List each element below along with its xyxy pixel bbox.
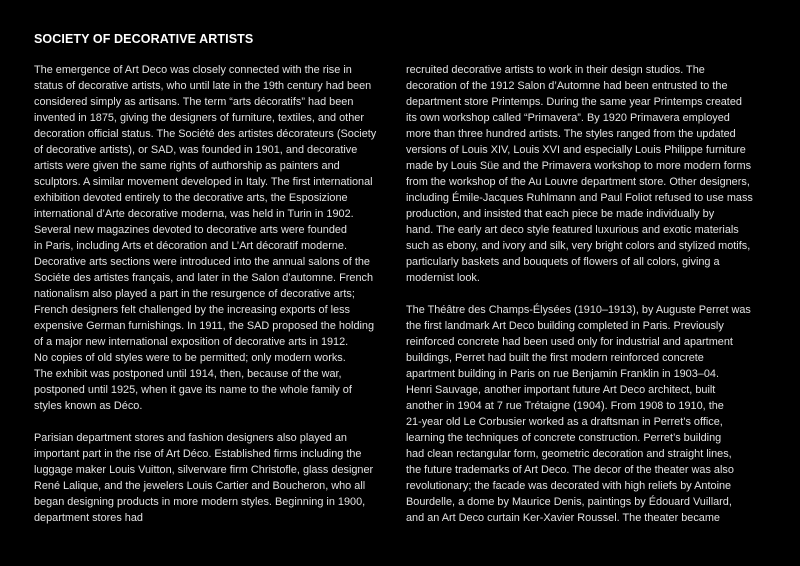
text-line: particularly baskets and bouquets of flowers of all colors, giving a [406, 256, 720, 268]
text-line: including Émile-Jacques Ruhlmann and Paul Foliot refused to use mass [406, 192, 753, 204]
right-paragraph-1 [406, 62, 753, 286]
text-line: began designing products in more modern styles. Beginning in 1900, [34, 496, 366, 508]
text-line: The exhibit was postponed until 1914, then, because of the war, [34, 368, 342, 380]
text-line: another in 1904 at 7 rue Trétaigne (1904). From 1908 to 1910, the [406, 400, 724, 412]
text-line: postponed until 1925, when it gave its name to the whole family of [34, 384, 352, 396]
text-line: Decorative arts sections were introduced into the annual salons of the [34, 256, 370, 268]
text-line: luggage maker Louis Vuitton, silverware firm Christofle, glass designer [34, 464, 374, 476]
text-line: No copies of old styles were to be permitted; only modern works. [34, 352, 346, 364]
text-line: learning the techniques of concrete construction. Perret’s building [406, 432, 722, 444]
right-paragraph-2 [406, 302, 751, 526]
text-line: buildings, Perret had built the first modern reinforced concrete [406, 352, 704, 364]
text-line: made by Louis Süe and the Primavera workshop to more modern forms [406, 160, 752, 172]
text-line: more than three hundred artists. The styles ranged from the updated [406, 128, 736, 140]
text-line: 21-year old Le Corbusier worked as a draftsman in Perret’s office, [406, 416, 723, 428]
text-line: hand. The early art deco style featured luxurious and exotic materials [406, 224, 739, 236]
text-line: nationalism also played a part in the resurgence of decorative arts; [34, 288, 355, 300]
text-line: Henri Sauvage, another important future Art Deco architect, built [406, 384, 716, 396]
text-line: decoration official status. The Société des artistes décorateurs (Society [34, 128, 377, 140]
text-line: of a major new international exposition of decorative arts in 1912. [34, 336, 349, 348]
text-line: important part in the rise of Art Déco. Established firms including the [34, 448, 362, 460]
text-line: department stores had [34, 512, 143, 524]
text-line: Sociéte des artistes français, and later in the Salon d’automne. French [34, 272, 374, 284]
text-line: production, and insisted that each piece be made individually by [406, 208, 715, 220]
text-line: in Paris, including Arts et décoration and L’Art décoratif moderne. [34, 240, 347, 252]
text-line: of decorative artists), or SAD, was founded in 1901, and decorative [34, 144, 358, 156]
text-line: international d’Arte decorative moderna, was held in Turin in 1902. [34, 208, 354, 220]
text-line: sculptors. A similar movement developed in Italy. The first international [34, 176, 373, 188]
text-line: The emergence of Art Deco was closely connected with the rise in [34, 64, 352, 76]
text-line: versions of Louis XIV, Louis XVI and especially Louis Philippe furniture [406, 144, 746, 156]
text-line: had clean rectangular form, geometric decoration and straight lines, [406, 448, 732, 460]
text-line: modernist look. [406, 272, 480, 284]
text-line: the future trademarks of Art Deco. The decor of the theater was also [406, 464, 734, 476]
text-line: artists were given the same rights of authorship as painters and [34, 160, 340, 172]
text-line: status of decorative artists, who until late in the 19th century had been [34, 80, 372, 92]
text-line: exhibition devoted entirely to the decorative arts, the Esposizione [34, 192, 348, 204]
text-line: department store Printemps. During the same year Printemps created [406, 96, 742, 108]
text-line: decoration of the 1912 Salon d’Automne had been entrusted to the [406, 80, 728, 92]
text-line: revolutionary; the facade was decorated with high reliefs by Antoine [406, 480, 732, 492]
left-paragraph-2 [34, 430, 373, 526]
text-line: Parisian department stores and fashion designers also played an [34, 432, 347, 444]
text-line: expensive German furnishings. In 1911, the SAD proposed the holding [34, 320, 375, 332]
text-line: considered simply as artisans. The term “arts décoratifs” had been [34, 96, 354, 108]
text-line: recruited decorative artists to work in their design studios. The [406, 64, 705, 76]
text-line: and an Art Deco curtain Ker-Xavier Roussel. The theater became [406, 512, 720, 524]
left-paragraph-1 [34, 62, 376, 414]
text-line: invented in 1875, giving the designers of furniture, textiles, and other [34, 112, 364, 124]
text-line: from the workshop of the Au Louvre department store. Other designers, [406, 176, 750, 188]
text-line: styles known as Déco. [34, 400, 143, 412]
section-title: SOCIETY OF DECORATIVE ARTISTS [34, 32, 254, 46]
text-line: the first landmark Art Deco building completed in Paris. Previously [406, 320, 724, 332]
text-line: Several new magazines devoted to decorative arts were founded [34, 224, 347, 236]
text-line: The Théâtre des Champs-Élysées (1910–1913), by Auguste Perret was [406, 304, 751, 316]
text-line: reinforced concrete had been used only for industrial and apartment [406, 336, 733, 348]
text-line: Bourdelle, a dome by Maurice Denis, paintings by Édouard Vuillard, [406, 496, 732, 508]
text-line: apartment building in Paris on rue Benjamin Franklin in 1903–04. [406, 368, 719, 380]
text-line: such as ebony, and ivory and silk, very bright colors and stylized motifs, [406, 240, 751, 252]
text-line: its own workshop called “Primavera”. By 1920 Primavera employed [406, 112, 730, 124]
text-line: René Lalique, and the jewelers Louis Cartier and Boucheron, who all [34, 480, 366, 492]
text-line: French designers felt challenged by the increasing exports of less [34, 304, 351, 316]
